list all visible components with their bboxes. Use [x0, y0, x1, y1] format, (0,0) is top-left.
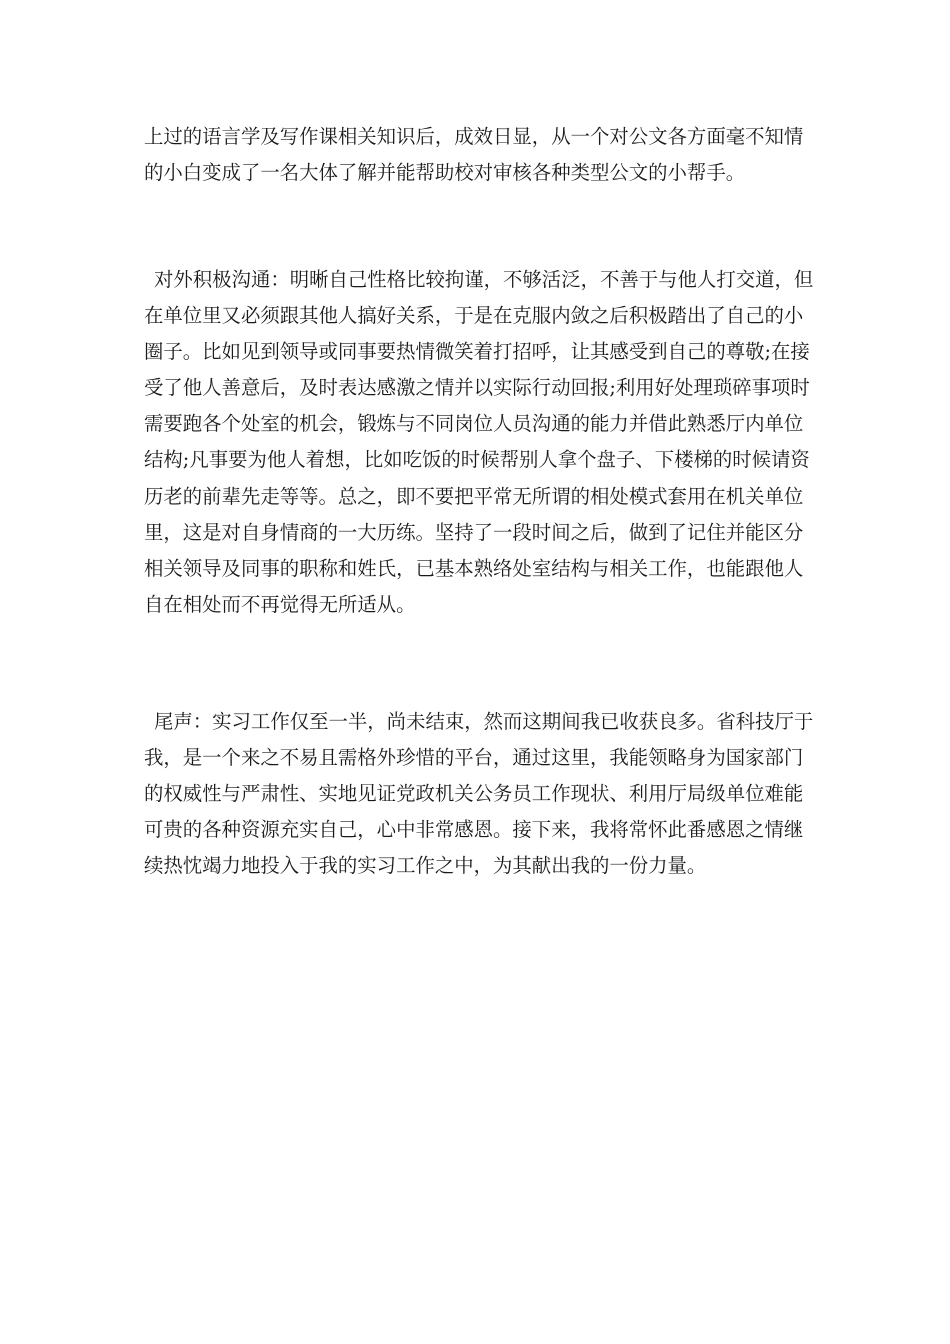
- text-line: 相关领导及同事的职称和姓氏，已基本熟络处室结构与相关工作，也能跟他人: [144, 556, 804, 580]
- text-line: 圈子。比如见到领导或同事要热情微笑着打招呼，让其感受到自己的尊敬;在接: [144, 340, 810, 364]
- text-line: 对外积极沟通：明晰自己性格比较拘谨，不够活泛，不善于与他人打交道，但: [154, 268, 814, 291]
- text-line: 自在相处而不再觉得无所适从。: [144, 592, 416, 616]
- paragraph-previous-continuation: [144, 119, 814, 191]
- text-line: 我，是一个来之不易且需格外珍惜的平台，通过这里，我能领略身为国家部门: [144, 746, 804, 770]
- text-line: 里，这是对自身情商的一大历练。坚持了一段时间之后，做到了记住并能区分: [144, 520, 804, 544]
- text-line: 在单位里又必须跟其他人搞好关系，于是在克服内敛之后积极踏出了自己的小: [144, 304, 804, 328]
- text-line: 的权威性与严肃性、实地见证党政机关公务员工作现状、利用厅局级单位难能: [144, 782, 804, 806]
- text-line: 可贵的各种资源充实自己，心中非常感恩。接下来，我将常怀此番感恩之情继: [144, 818, 804, 842]
- text-line: 需要跑各个处室的机会，锻炼与不同岗位人员沟通的能力并借此熟悉厅内单位: [144, 412, 804, 436]
- paragraph-conclusion: [144, 704, 814, 884]
- text-line: 的小白变成了一名大体了解并能帮助校对审核各种类型公文的小帮手。: [144, 161, 746, 185]
- paragraph-external-communication: [144, 262, 814, 623]
- text-line: 受了他人善意后，及时表达感激之情并以实际行动回报;利用好处理琐碎事项时: [144, 376, 810, 400]
- text-line: 结构;凡事要为他人着想，比如吃饭的时候帮别人拿个盘子、下楼梯的时候请资: [144, 448, 810, 472]
- text-line: 历老的前辈先走等等。总之，即不要把平常无所谓的相处模式套用在机关单位: [144, 484, 804, 508]
- text-line: 上过的语言学及写作课相关知识后，成效日显，从一个对公文各方面毫不知情: [144, 125, 804, 148]
- text-line: 尾声：实习工作仅至一半，尚未结束，然而这期间我已收获良多。省科技厅于: [154, 710, 814, 733]
- text-line: 续热忱竭力地投入于我的实习工作之中，为其献出我的一份力量。: [144, 854, 707, 878]
